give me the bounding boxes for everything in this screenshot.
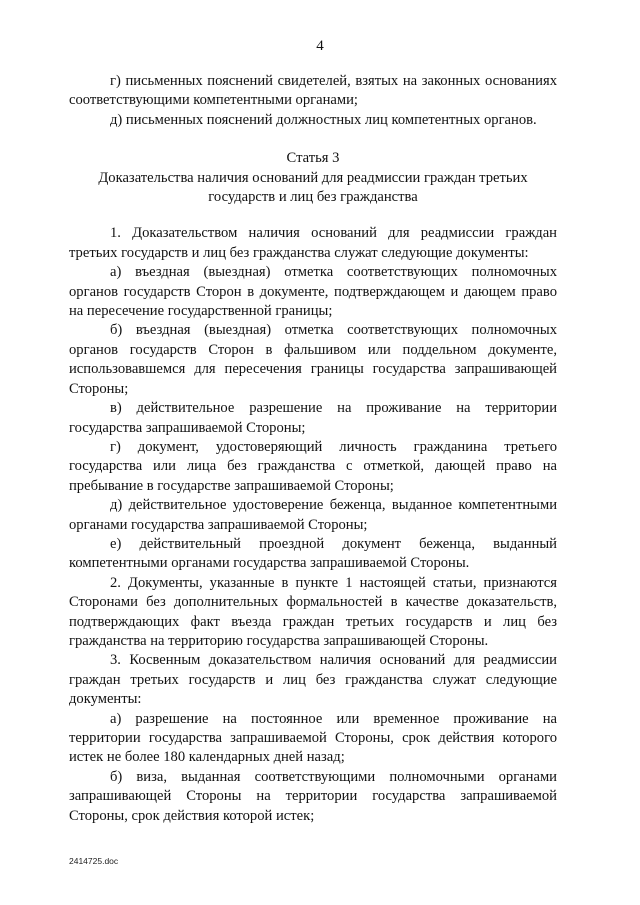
intro-item-d: д) письменных пояснений должностных лиц компетентных органов. (110, 111, 537, 128)
paragraph-3-b: б) виза, выданная соответствующими полномочными органами запрашивающей Стороны на территории государства запрашиваемой Стороны, срок действия которой истек; (69, 768, 557, 824)
article-title: Доказательства наличия оснований для реадмиссии граждан третьих государств и лиц без гражданства (98, 169, 528, 206)
spacer (69, 130, 557, 149)
article-number: Статья 3 (286, 150, 340, 167)
article-heading (69, 149, 557, 207)
paragraph-1-d: д) действительное удостоверение беженца, выданное компетентными органами государства запрашиваемой Стороны; (69, 497, 557, 533)
paragraph-3-a: а) разрешение на постоянное или временное проживание на территории государства запрашиваемой Стороны, срок действия которого истек не более 180 календарных дней назад; (69, 710, 557, 766)
paragraph-1-e: е) действительный проездной документ беженца, выданный компетентными органами государства запрашиваемой Стороны. (69, 535, 557, 572)
paragraph-1-a: а) въездная (выездная) отметка соответствующих полномочных органов государств Сторон в документе, подтверждающем и дающем право на пересечение государственной границы; (69, 264, 557, 320)
paragraph-1-g: г) документ, удостоверяющий личность гражданина третьего государства или лица без гражданства с отметкой, дающей право на пребывание в государстве запрашиваемой Стороны; (69, 438, 557, 494)
paragraph-1: 1. Доказательством наличия оснований для реадмиссии граждан третьих государств и лиц без гражданства служат следующие документы: (69, 225, 557, 261)
document-body (69, 72, 557, 826)
footer-filename: 2414725.doc (69, 856, 119, 866)
spacer (69, 207, 557, 224)
paragraph-3: 3. Косвенным доказательством наличия оснований для реадмиссии граждан третьих государств и лиц без гражданства служат следующие документы: (69, 652, 557, 708)
page-number: 4 (316, 38, 324, 54)
paragraph-2: 2. Документы, указанные в пункте 1 настоящей статьи, признаются Сторонами без дополнительных формальностей в качестве доказательств, подтверждающих факт въезда граждан третьих государств и лиц без гражданства на территорию государства запрашивающей Стороны. (69, 574, 557, 649)
intro-item-g: г) письменных пояснений свидетелей, взятых на законных основаниях соответствующими компетентными органами; (69, 73, 557, 109)
paragraph-1-b: б) въездная (выездная) отметка соответствующих полномочных органов государств Сторон в фальшивом или поддельном документе, использовавшемся для пересечения границы государства запрашивающей Стороны; (69, 322, 557, 397)
paragraph-1-v: в) действительное разрешение на проживание на территории государства запрашиваемой Стороны; (69, 400, 557, 436)
